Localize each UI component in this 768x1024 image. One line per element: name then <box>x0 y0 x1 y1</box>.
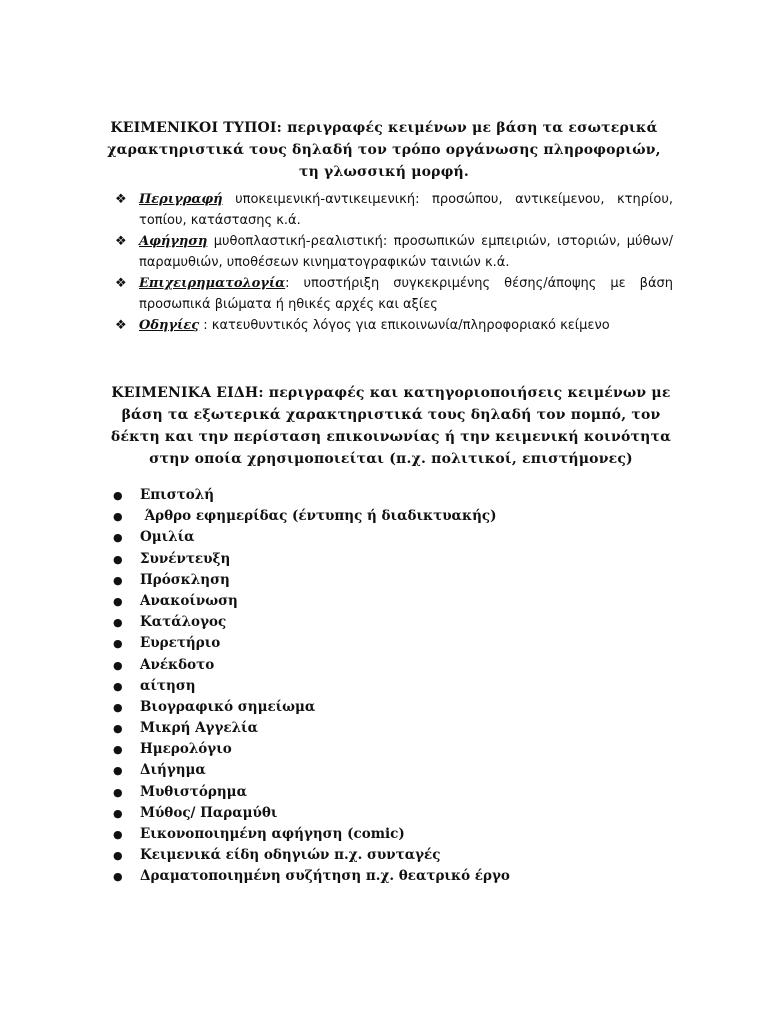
type-term: Οδηγίες <box>139 318 200 333</box>
bullet-dot-icon: ● <box>113 679 123 693</box>
genre-label: Επιστολή <box>140 487 215 503</box>
type-item-argumentation <box>115 274 673 315</box>
genre-label: Εικονοποιημένη αφήγηση (comic) <box>140 826 405 842</box>
genre-list-item <box>113 866 510 887</box>
type-term: Αφήγηση <box>139 234 208 249</box>
genre-list-item <box>113 697 510 718</box>
type-term: Περιγραφή <box>139 192 223 207</box>
bullet-dot-icon: ● <box>113 510 123 524</box>
genre-label: Μυθιστόρημα <box>140 783 247 800</box>
genre-label: Συνέντευξη <box>140 550 231 567</box>
type-item-narration <box>115 232 673 273</box>
genre-list-item <box>113 633 510 654</box>
bullet-dot-icon: ● <box>113 828 123 841</box>
bullet-dot-icon: ● <box>113 531 123 545</box>
bullet-dot-icon: ● <box>113 722 123 736</box>
genre-label: Ευρετήριο <box>140 635 221 652</box>
bullet-dot-icon: ● <box>113 552 123 566</box>
text-genres-heading: ΚΕΙΜΕΝΙΚΑ ΕΙΔΗ: περιγραφές και κατηγοριοποιήσεις κειμένων με βάση τα εξωτερικά χαρακτηριστικά τους δηλαδή τον πομπό, τον δέκτη και την περίσταση επικοινωνίας ή την κειμενική κοινότητα στην οποία χρησιμοποιείται (π.χ. πολιτικοί, επιστήμονες) <box>110 385 672 467</box>
genre-list-item <box>113 676 510 697</box>
bullet-dot-icon: ● <box>113 764 123 778</box>
genre-label: Πρόσκληση <box>140 571 230 588</box>
genre-label: Άρθρο εφημερίδας (έντυπης ή διαδικτυακής) <box>140 508 497 525</box>
genre-list-item <box>113 527 510 548</box>
genre-list-item <box>113 782 510 803</box>
genre-label: Μύθος/ Παραμύθι <box>140 804 278 821</box>
text-types-list <box>115 190 673 338</box>
genre-list-item <box>113 824 510 845</box>
genre-list-item <box>113 506 510 527</box>
genre-list-item <box>113 803 510 824</box>
bullet-dot-icon: ● <box>113 616 123 630</box>
type-item-description <box>115 190 673 231</box>
type-desc: υποκειμενική-αντικειμενική: προσώπου, αντικείμενου, κτηρίου, τοπίου, κατάστασης κ.ά. <box>139 192 673 228</box>
text-types-heading: ΚΕΙΜΕΝΙΚΟΙ ΤΥΠΟΙ: περιγραφές κειμένων με βάση τα εσωτερικά χαρακτηριστικά τους δηλαδή τον τρόπο οργάνωσης πληροφοριών, τη γλωσσική μορφή. <box>107 120 661 180</box>
bullet-dot-icon: ● <box>113 594 123 608</box>
diamond-bullet-icon: ❖ <box>115 234 127 249</box>
genre-list-item <box>113 760 510 781</box>
genre-list-item <box>113 845 510 866</box>
genre-label: Διήγημα <box>140 762 206 779</box>
bullet-dot-icon: ● <box>113 785 123 799</box>
genre-label: Κειμενικά είδη οδηγιών π.χ. συνταγές <box>140 847 441 864</box>
bullet-dot-icon: ● <box>113 489 123 502</box>
type-item-instructions <box>115 316 673 337</box>
type-term: Επιχειρηματολογία <box>139 276 286 291</box>
type-desc: μυθοπλαστική-ρεαλιστική: προσωπικών εμπειριών, ιστοριών, μύθων/παραμυθιών, υποθέσεων κινηματογραφικών ταινιών κ.ά. <box>139 234 673 270</box>
type-desc: : υποστήριξη συγκεκριμένης θέσης/άποψης με βάση προσωπικά βιώματα ή ηθικές αρχές και αξίες <box>139 276 673 312</box>
genre-list-item <box>113 655 510 676</box>
genre-list-item <box>113 612 510 633</box>
genre-list-item <box>113 739 510 760</box>
diamond-bullet-icon: ❖ <box>115 192 127 207</box>
genre-list-item <box>113 718 510 739</box>
diamond-bullet-icon: ❖ <box>115 276 127 291</box>
bullet-dot-icon: ● <box>113 637 123 651</box>
diamond-bullet-icon: ❖ <box>115 318 127 333</box>
text-genres-list <box>113 485 510 888</box>
bullet-dot-icon: ● <box>113 743 123 757</box>
bullet-dot-icon: ● <box>113 806 123 820</box>
genre-label: Ημερολόγιο <box>140 741 232 758</box>
genre-label: Βιογραφικό σημείωμα <box>140 698 316 715</box>
genre-label: Ομιλία <box>140 529 195 546</box>
genre-label: Μικρή Αγγελία <box>140 720 258 737</box>
bullet-dot-icon: ● <box>113 870 123 884</box>
bullet-dot-icon: ● <box>113 573 123 587</box>
genre-label: Ανέκδοτο <box>140 656 215 673</box>
bullet-dot-icon: ● <box>113 658 123 672</box>
genre-label: Ανακοίνωση <box>140 592 238 609</box>
genre-label: αίτηση <box>140 677 196 694</box>
genre-label: Δραματοποιημένη συζήτηση π.χ. θεατρικό έργο <box>140 868 510 885</box>
bullet-dot-icon: ● <box>113 700 123 714</box>
type-desc: : κατευθυντικός λόγος για επικοινωνία/πληροφοριακό κείμενο <box>199 318 610 333</box>
genre-list-item <box>113 485 510 506</box>
genre-list-item <box>113 591 510 612</box>
genre-list-item <box>113 570 510 591</box>
genre-label: Κατάλογος <box>140 614 227 631</box>
bullet-dot-icon: ● <box>113 849 123 863</box>
genre-list-item <box>113 549 510 570</box>
